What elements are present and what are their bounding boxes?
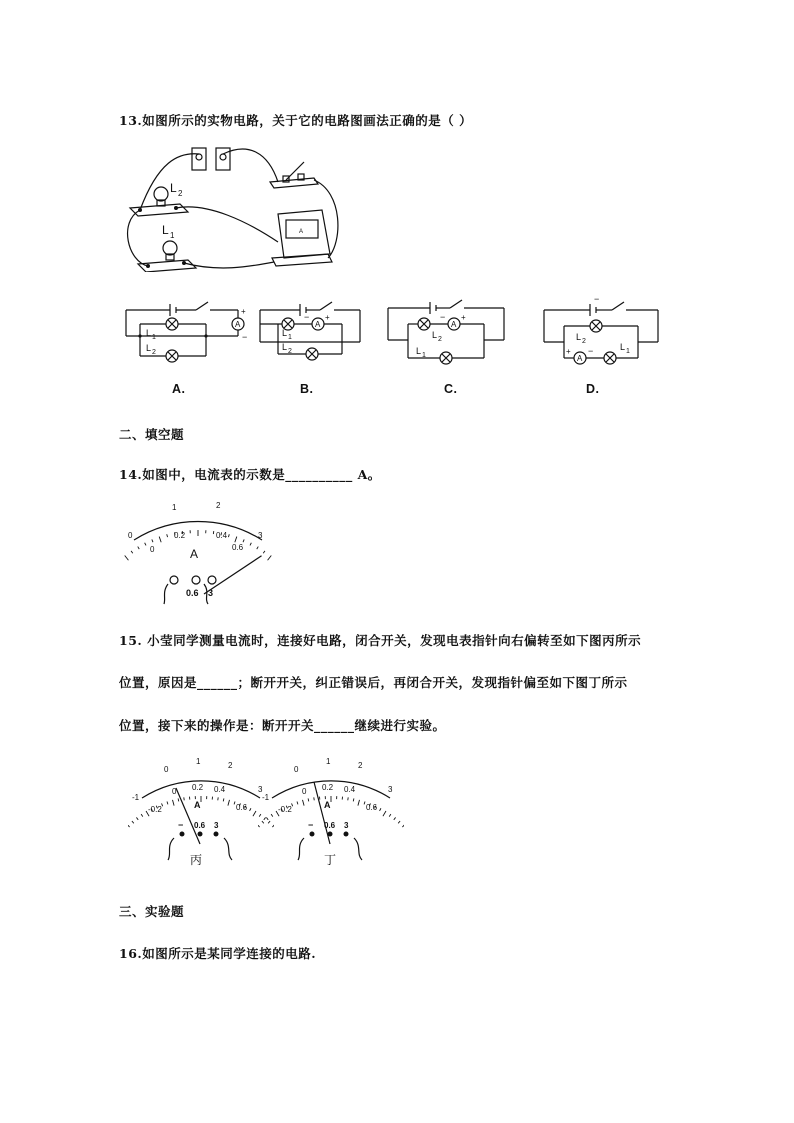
svg-text:1: 1	[172, 503, 177, 512]
svg-text:+: +	[241, 307, 246, 316]
q15-line2: 位置，原因是______；断开开关，纠正错误后，再闭合开关，发现指针偏至如下图丁所示	[119, 675, 628, 690]
option-b-circuit	[254, 296, 394, 376]
svg-text:L: L	[576, 332, 582, 342]
dial-tick	[243, 539, 244, 542]
svg-text:0.2: 0.2	[192, 783, 204, 792]
dial-tick	[271, 814, 273, 816]
dial-tick	[173, 800, 175, 806]
dial-tick	[167, 534, 168, 537]
svg-text:0: 0	[172, 787, 177, 796]
svg-text:L: L	[170, 181, 177, 195]
svg-text:A: A	[194, 800, 201, 810]
svg-text:L: L	[432, 330, 438, 340]
svg-text:0.4: 0.4	[344, 785, 356, 794]
svg-text:1: 1	[196, 757, 201, 766]
svg-text:3: 3	[344, 821, 349, 830]
svg-text:−: −	[178, 820, 184, 830]
svg-text:0: 0	[294, 765, 299, 774]
dial-tick	[383, 811, 386, 816]
dial-tick	[250, 808, 251, 811]
svg-text:2: 2	[438, 336, 442, 343]
dial-tick	[152, 539, 153, 542]
svg-text:0.2: 0.2	[174, 531, 186, 540]
knife-switch	[270, 162, 318, 188]
dial-tick	[268, 556, 272, 561]
svg-text:L: L	[282, 342, 288, 352]
battery-pack	[192, 148, 230, 170]
dial-tick	[131, 551, 133, 553]
dial-tick	[262, 821, 264, 823]
dial-tick	[159, 537, 161, 543]
q15-caption-bing: 丙	[190, 853, 203, 867]
dial-tick	[234, 801, 235, 804]
section-3-heading: 三、实验题	[119, 904, 185, 919]
svg-text:0.4: 0.4	[214, 785, 226, 794]
svg-text:1: 1	[626, 348, 630, 355]
svg-text:0.6: 0.6	[232, 543, 244, 552]
svg-text:0: 0	[128, 531, 133, 540]
svg-text:1: 1	[422, 352, 426, 359]
option-a-label[interactable]: A.	[172, 382, 186, 396]
svg-text:−: −	[308, 820, 314, 830]
q15-meter-bing	[128, 754, 274, 870]
dial-tick	[235, 537, 237, 543]
svg-text:L: L	[146, 328, 152, 338]
svg-text:1: 1	[326, 757, 331, 766]
svg-text:3: 3	[208, 588, 214, 598]
svg-text:2: 2	[358, 761, 363, 770]
svg-text:L: L	[620, 342, 626, 352]
ammeter-box	[272, 210, 332, 266]
option-d-circuit	[540, 296, 680, 376]
dial-tick	[178, 798, 179, 801]
option-c-label[interactable]: C.	[444, 382, 458, 396]
dial-tick	[353, 798, 354, 801]
dial-tick	[253, 811, 256, 816]
svg-text:A: A	[324, 800, 331, 810]
svg-text:0.6: 0.6	[186, 588, 199, 598]
q14-dial-ticks	[124, 530, 274, 588]
section-2-heading: 二、填空题	[119, 427, 185, 442]
dial-tick	[228, 534, 229, 537]
svg-text:L: L	[162, 223, 169, 237]
svg-text:A: A	[315, 320, 321, 329]
svg-text:0.6: 0.6	[194, 821, 206, 830]
q14-text: 14.如图中，电流表的示数是__________ A。	[119, 467, 381, 482]
svg-text:3: 3	[214, 821, 219, 830]
svg-text:0: 0	[150, 545, 155, 554]
q13-options	[120, 296, 680, 401]
svg-text:A: A	[235, 320, 241, 329]
q13-physical-circuit	[118, 142, 348, 272]
svg-text:L: L	[416, 346, 422, 356]
svg-text:A: A	[190, 547, 199, 561]
q15-line3: 位置，接下来的操作是：断开开关______继续进行实验。	[119, 718, 446, 733]
svg-text:0.4: 0.4	[216, 531, 228, 540]
svg-text:2: 2	[288, 348, 292, 355]
svg-text:2: 2	[582, 338, 586, 345]
dial-tick	[125, 556, 129, 561]
svg-text:-0.2: -0.2	[278, 805, 292, 814]
svg-text:+: +	[461, 313, 466, 322]
svg-text:2: 2	[228, 761, 233, 770]
svg-text:−: −	[242, 332, 248, 342]
dial-tick	[167, 801, 168, 804]
svg-text:A: A	[299, 229, 304, 235]
svg-text:3: 3	[258, 785, 263, 794]
dial-tick	[250, 543, 251, 546]
q15-line1: 15. 小莹同学测量电流时，连接好电路，闭合开关，发现电表指针向右偏转至如下图丙所示	[119, 633, 642, 648]
q14-ammeter-dial	[124, 498, 274, 608]
svg-text:-1: -1	[132, 793, 140, 802]
svg-text:L: L	[146, 343, 152, 353]
dial-tick	[257, 547, 259, 550]
dial-tick	[128, 825, 130, 827]
dial-tick	[380, 808, 381, 811]
svg-text:A: A	[451, 320, 457, 329]
q15-bing-needle	[176, 788, 200, 844]
lamp-l1-board	[138, 241, 196, 272]
svg-text:3: 3	[388, 785, 393, 794]
svg-text:−: −	[588, 346, 594, 356]
svg-text:−: −	[440, 312, 446, 322]
dial-tick	[136, 817, 138, 819]
dial-tick	[358, 800, 360, 806]
option-b-label[interactable]: B.	[300, 382, 314, 396]
dial-tick	[297, 801, 298, 804]
svg-text:−: −	[594, 296, 600, 304]
svg-text:0: 0	[164, 765, 169, 774]
q16-text: 16.如图所示是某同学连接的电路.	[119, 946, 317, 961]
svg-text:0: 0	[302, 787, 307, 796]
svg-text:0.6: 0.6	[236, 803, 248, 812]
svg-text:A: A	[577, 354, 583, 363]
dial-tick	[303, 800, 305, 806]
option-c-circuit	[384, 296, 524, 376]
dial-tick	[263, 551, 265, 553]
dial-tick	[308, 798, 309, 801]
dial-tick	[138, 547, 140, 550]
q13-text: 13.如图所示的实物电路，关于它的电路图画法正确的是（ ）	[119, 113, 473, 128]
svg-text:0.6: 0.6	[324, 821, 336, 830]
svg-text:2: 2	[216, 501, 221, 510]
svg-text:1: 1	[170, 231, 175, 240]
svg-text:+: +	[566, 347, 571, 356]
svg-text:+: +	[325, 313, 330, 322]
dial-tick	[394, 817, 396, 819]
svg-text:1: 1	[152, 334, 156, 341]
svg-text:3: 3	[258, 531, 263, 540]
q15-caption-ding: 丁	[324, 853, 337, 867]
dial-tick	[223, 798, 224, 801]
dial-tick	[258, 825, 260, 827]
svg-text:-0.2: -0.2	[148, 805, 162, 814]
dial-tick	[228, 800, 230, 806]
dial-tick	[389, 814, 391, 816]
option-a-circuit	[120, 296, 260, 376]
dial-tick	[364, 801, 365, 804]
svg-text:0.2: 0.2	[322, 783, 334, 792]
svg-text:L: L	[282, 328, 288, 338]
dial-tick	[141, 814, 143, 816]
dial-tick	[402, 825, 404, 827]
option-d-label[interactable]: D.	[586, 382, 600, 396]
dial-tick	[398, 821, 400, 823]
dial-tick	[145, 543, 146, 546]
svg-text:2: 2	[152, 349, 156, 356]
dial-tick	[132, 821, 134, 823]
svg-text:2: 2	[178, 189, 183, 198]
svg-text:0.6: 0.6	[366, 803, 378, 812]
svg-text:-1: -1	[262, 793, 270, 802]
svg-text:−: −	[304, 312, 310, 322]
q15-meter-ding	[258, 754, 404, 870]
svg-text:1: 1	[288, 334, 292, 341]
dial-tick	[266, 817, 268, 819]
